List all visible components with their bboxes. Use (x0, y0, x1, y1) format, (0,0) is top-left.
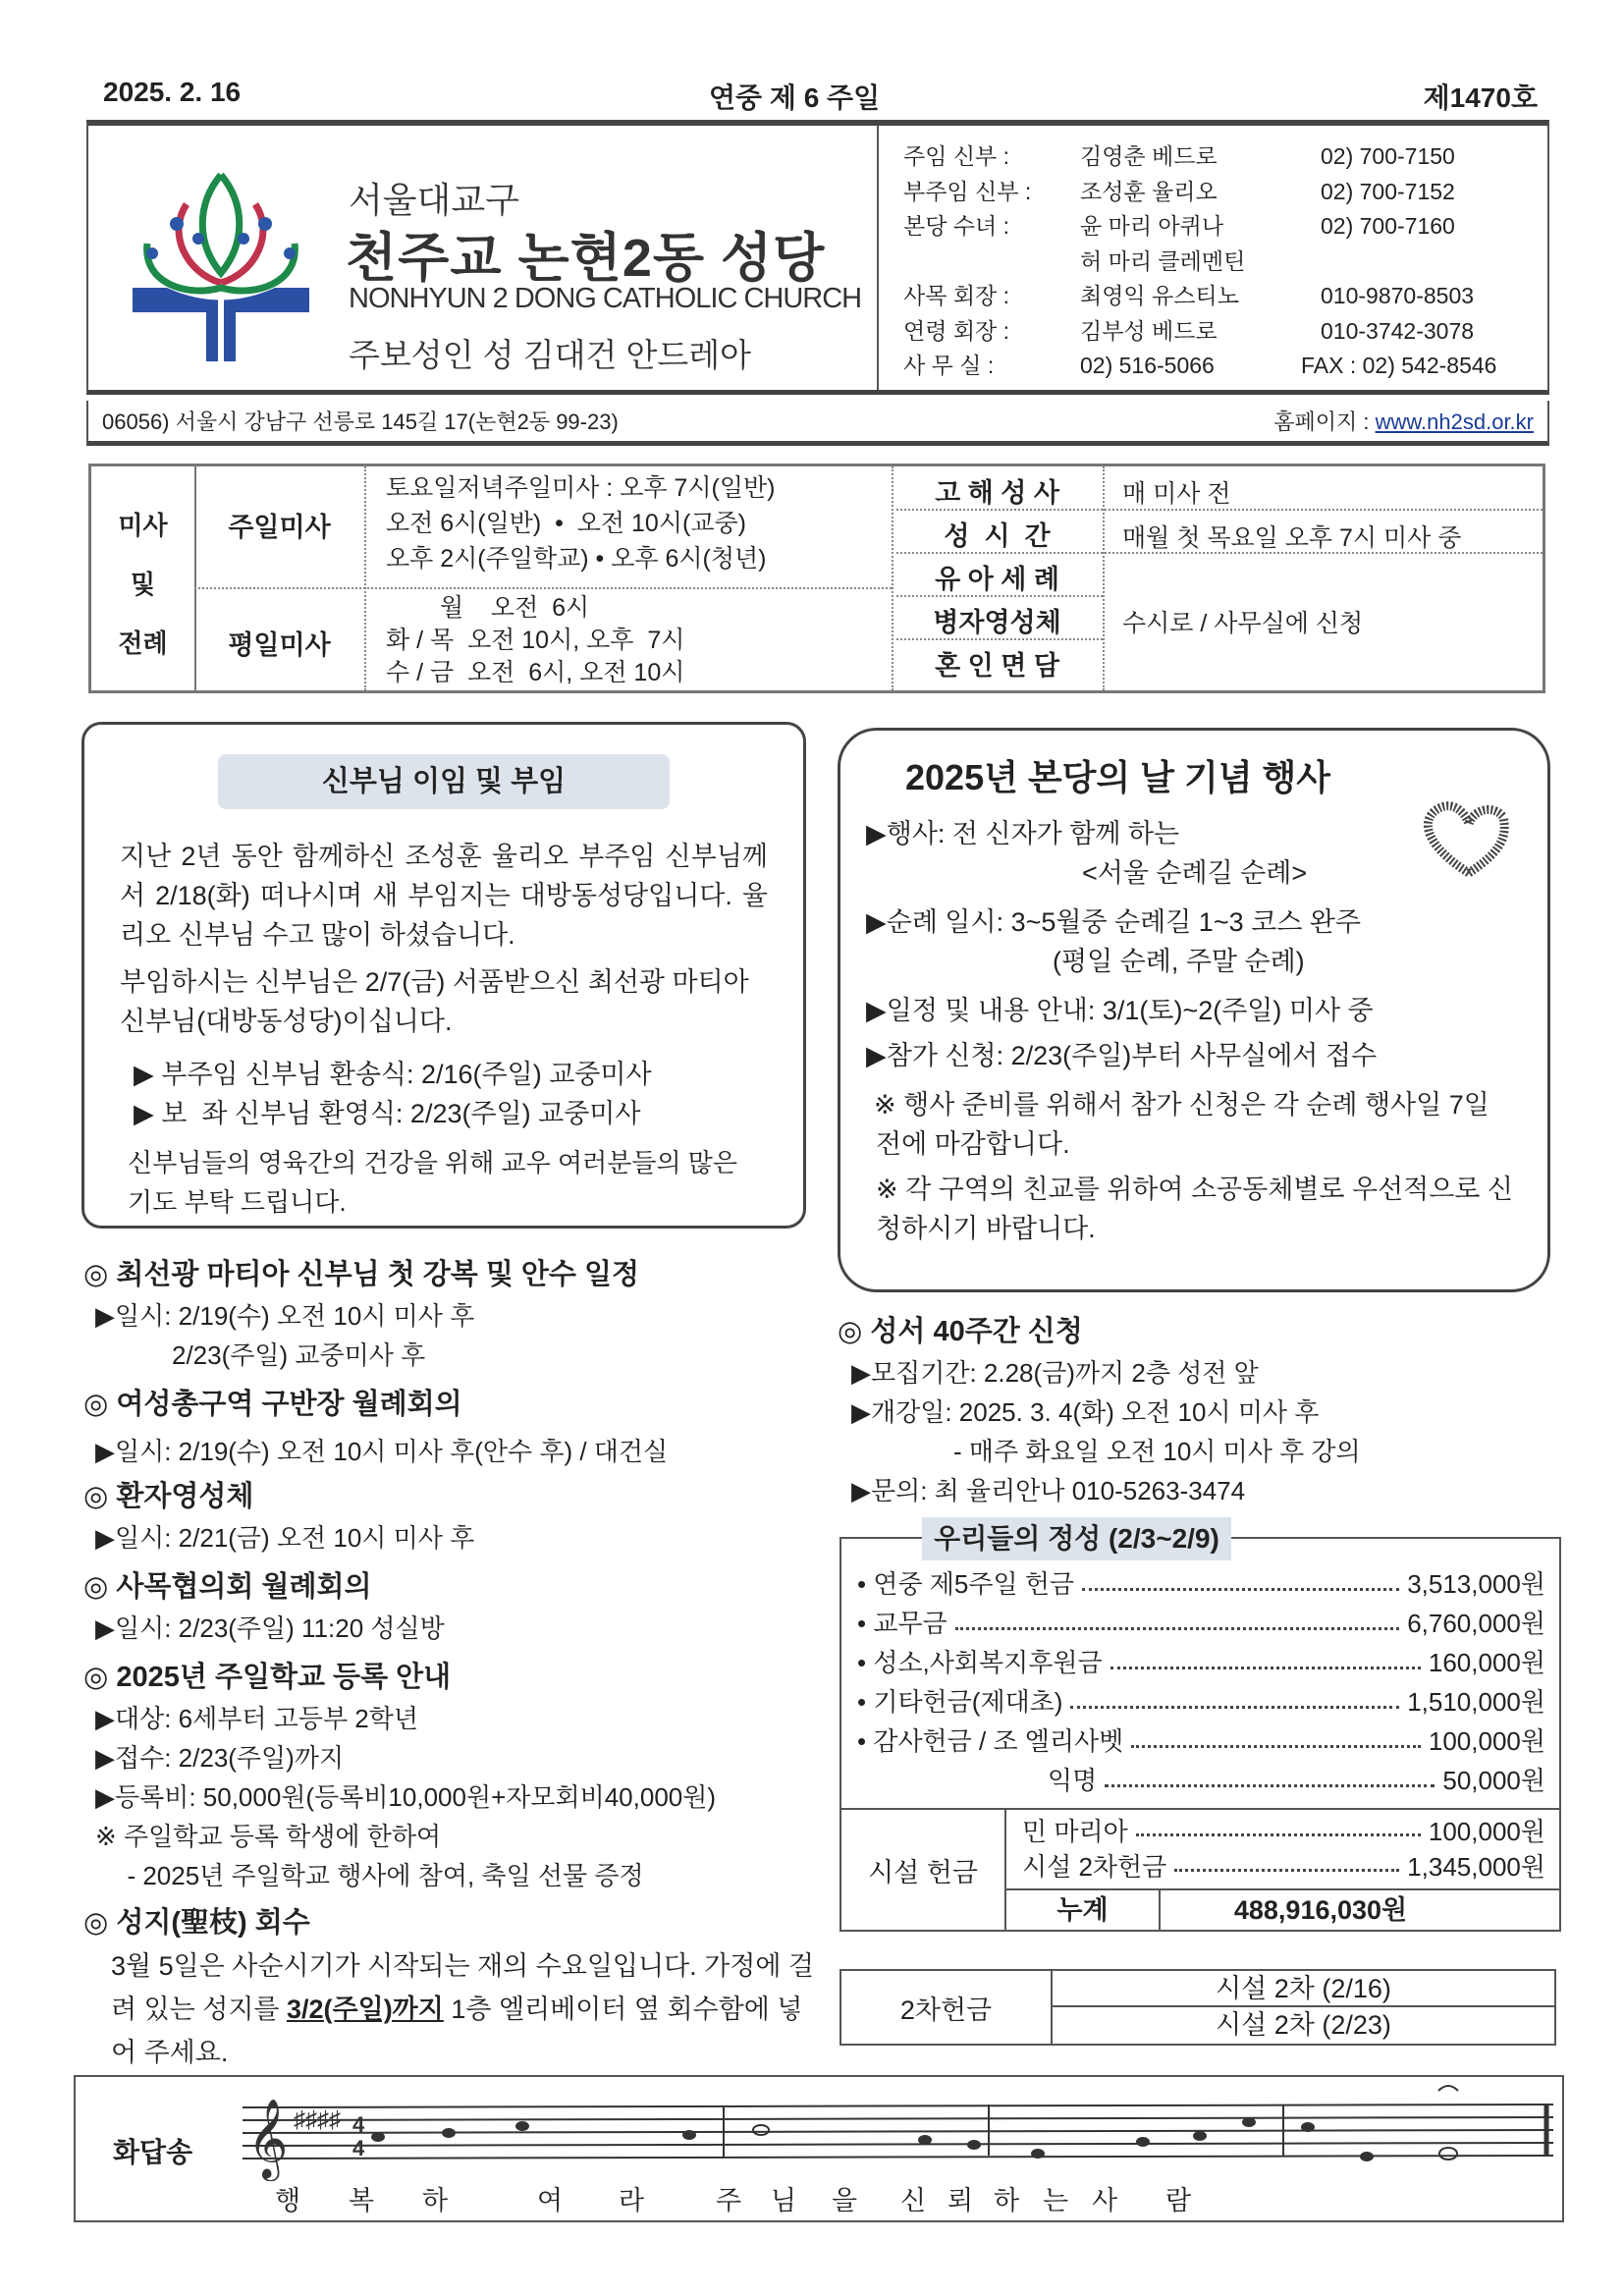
staff-phone: 02) 700-7160 (1321, 213, 1455, 239)
offering-label: • 성소,사회복지후원금 (857, 1648, 1103, 1677)
offering-row (841, 1564, 1559, 1604)
offering-title: 우리들의 정성 (2/3~2/9) (922, 1517, 1231, 1560)
event-line: (평일 순례, 주말 순례) (1053, 947, 1305, 976)
liturgical-week: 연중 제 6 주일 (709, 82, 881, 113)
staff-row (903, 314, 1496, 350)
mass-time-line: 수 / 금 오전 6시, 오전 10시 (386, 659, 685, 686)
mass-schedule-table (88, 464, 1545, 693)
office-phone: 02) 516-5066 (1080, 353, 1215, 378)
event-line: ▶순례 일시: 3~5월중 순례길 1~3 코스 완주 (866, 907, 1361, 937)
offering-amount: 1,345,000원 (1407, 1852, 1545, 1882)
offering-label: 시설 2차헌금 (1022, 1852, 1167, 1882)
svg-text:𝄞: 𝄞 (247, 2100, 289, 2176)
section-line: ▶일시: 2/19(수) 오전 10시 미사 후(안수 후) / 대건실 (95, 1437, 669, 1466)
event-note: ※ 행사 준비를 위해서 참가 신청은 각 순례 행사일 7일 전에 마감합니다. (874, 1090, 1489, 1159)
lyric-syllable: 을 (832, 2186, 858, 2215)
staff-role: 연령 회장 : (903, 317, 1010, 344)
lyric-syllable: 복 (349, 2186, 375, 2215)
category-line: 전례 (118, 629, 168, 658)
staff-phone: 010-3742-3078 (1321, 317, 1475, 344)
church-english-name: NONHYUN 2 DONG CATHOLIC CHURCH (349, 283, 862, 314)
event-line: ▶참가 신청: 2/23(주일)부터 사무실에서 접수 (866, 1041, 1378, 1070)
offering-label: • 감사헌금 / 조 엘리사벳 (857, 1726, 1124, 1756)
lyric-syllable: 람 (1165, 2186, 1192, 2215)
second-collection-item: 시설 2차 (2/23) (1216, 2010, 1391, 2040)
staff-directory (903, 139, 1496, 384)
staff-row (903, 279, 1496, 314)
total-label: 누계 (1006, 1890, 1161, 1930)
svg-text:4: 4 (352, 2112, 365, 2137)
staff-role: 부주임 신부 : (903, 178, 1032, 204)
address-bar (86, 401, 1549, 446)
bible-study-section (838, 1306, 1564, 1510)
mass-time-line: 월 오전 6시 (440, 594, 590, 622)
staff-name: 김영춘 베드로 (1080, 143, 1218, 169)
staff-row (903, 209, 1496, 245)
sacrament-label: 고 해 성 사 (935, 478, 1059, 508)
mass-time-line: 오전 6시(일반) • 오전 10시(교중) (386, 510, 746, 537)
staff-name: 허 마리 클레멘틴 (1080, 247, 1246, 274)
offering-label: • 교무금 (857, 1609, 947, 1638)
sacrament-labels (892, 471, 1103, 687)
palm-text-part: 3월 5일은 사순시기가 시작되는 재의 수요일입니다. 가정에 걸려 있는 성지를 (111, 1951, 815, 2024)
responsorial-psalm (74, 2075, 1564, 2222)
parish-day-event (838, 728, 1550, 1292)
section-line: ▶모집기간: 2.28(금)까지 2층 성전 앞 (851, 1358, 1259, 1388)
rope-heart-icon (1420, 799, 1518, 878)
second-collection-label: 2차헌금 (841, 1971, 1053, 2044)
event-note: ※ 각 구역의 친교를 위하여 소공동체별로 우선적으로 신청하시기 바랍니다. (876, 1175, 1513, 1243)
issue-number: 제1470호 (1423, 82, 1538, 113)
offering-amount: 100,000원 (1428, 1817, 1545, 1846)
staff-role: 사목 회장 : (903, 283, 1010, 308)
weekday-mass-times (386, 592, 684, 689)
offering-amount: 6,760,000원 (1407, 1609, 1545, 1638)
psalm-label: 화답송 (113, 2137, 193, 2167)
offering-row (1006, 1849, 1559, 1885)
section-title: ◎ 사목협의회 월례회의 (83, 1571, 372, 1603)
event-line: <서울 순례길 순례> (1082, 858, 1308, 888)
staff-name: 윤 마리 아퀴나 (1080, 213, 1224, 239)
office-fax: FAX : 02) 542-8546 (1301, 353, 1497, 378)
palm-text (83, 1944, 820, 2074)
offering-amount: 100,000원 (1428, 1726, 1545, 1756)
staff-row (903, 175, 1496, 210)
staff-row (903, 245, 1496, 280)
lyric-syllable: 는 (1043, 2186, 1069, 2215)
sacrament-label: 유 아 세 례 (935, 565, 1059, 594)
lyric-syllable: 행 (275, 2186, 301, 2215)
total-amount: 488,916,030원 (1233, 1895, 1408, 1925)
event-line: ▶행사: 전 신자가 함께 하는 (866, 819, 1180, 848)
mass-time-line: 오후 2시(주일학교) • 오후 6시(청년) (386, 545, 767, 573)
section-line: ▶접수: 2/23(주일)까지 (95, 1743, 345, 1773)
palm-text-part: 1층 엘리베이터 옆 회수함에 넣어 주세요. (111, 1995, 803, 2067)
sunday-mass-label: 주일미사 (228, 513, 331, 542)
homepage-label: 홈페이지 : (1273, 410, 1370, 434)
offering-label: • 기타헌금(제대초) (857, 1687, 1063, 1717)
offering-label: • 연중 제5주일 헌금 (857, 1569, 1075, 1599)
notice-item: ▶ 부주임 신부님 환송식: 2/16(주일) 교중미사 (134, 1060, 652, 1089)
offering-row (841, 1682, 1559, 1722)
staff-role: 주임 신부 : (903, 143, 1010, 169)
lyric-syllable: 신 (900, 2186, 927, 2215)
priest-transfer-notice (81, 722, 806, 1229)
lyric-syllable: 사 (1092, 2186, 1118, 2215)
section-title: ◎ 환자영성체 (83, 1481, 254, 1512)
homepage-link[interactable]: www.nh2sd.or.kr (1375, 410, 1534, 434)
facility-offering-label: 시설 헌금 (841, 1810, 1006, 1930)
offering-row (841, 1643, 1559, 1682)
sunday-mass-times (386, 470, 775, 576)
bulletin-date: 2025. 2. 16 (103, 77, 242, 107)
offering-amount: 1,510,000원 (1407, 1687, 1545, 1717)
offering-amount: 50,000원 (1442, 1766, 1545, 1795)
section-line: 2/23(주일) 교중미사 후 (95, 1340, 426, 1370)
mass-category (91, 496, 194, 673)
offering-amount: 3,513,000원 (1407, 1569, 1545, 1599)
palm-deadline: 3/2(주일)까지 (287, 1995, 444, 2024)
notice-paragraph: 부임하시는 신부님은 2/7(금) 서품받으신 최선광 마티아 신부님(대방동성당)이십니다. (120, 967, 749, 1036)
offering-label: 민 마리아 (1022, 1817, 1128, 1846)
section-line: ▶개강일: 2025. 3. 4(화) 오전 10시 미사 후 (851, 1397, 1320, 1427)
notice-item-text: 부주임 신부님 환송식: 2/16(주일) 교중미사 (161, 1060, 652, 1089)
sacrament-value: 매월 첫 목요일 오후 7시 미사 중 (1122, 524, 1462, 552)
staff-phone: 02) 700-7152 (1321, 178, 1455, 204)
section-title: ◎ 성서 40주간 신청 (838, 1316, 1083, 1347)
section-title: ◎ 여성총구역 구반장 월례회의 (83, 1389, 462, 1420)
section-line: ▶대상: 6세부터 고등부 2학년 (95, 1704, 418, 1733)
section-line: ▶일시: 2/19(수) 오전 10시 미사 후 (95, 1301, 475, 1331)
lyric-syllable: 하 (994, 2186, 1020, 2215)
sacrament-label: 혼 인 면 담 (935, 651, 1059, 681)
offering-row (841, 1761, 1559, 1800)
second-collection-item: 시설 2차 (2/16) (1053, 1971, 1554, 2007)
offering-row (841, 1722, 1559, 1761)
lyric-syllable: 하 (422, 2186, 449, 2215)
section-line: ▶일시: 2/21(금) 오전 10시 미사 후 (95, 1523, 475, 1553)
staff-row (903, 139, 1496, 175)
staff-phone: 010-9870-8503 (1321, 283, 1475, 308)
section-line: ▶문의: 최 율리안나 010-5263-3474 (851, 1476, 1246, 1505)
section-line: ▶일시: 2/23(주일) 11:20 성실방 (95, 1613, 445, 1643)
notice-item-text: 보 좌 신부님 환영식: 2/23(주일) 교중미사 (161, 1099, 641, 1128)
section-title: ◎ 최선광 마티아 신부님 첫 강복 및 안수 일정 (83, 1259, 639, 1290)
staff-name: 조성훈 율리오 (1080, 178, 1218, 204)
lyric-syllable: 님 (771, 2186, 797, 2215)
section-title: ◎ 성지(聖枝) 회수 (83, 1907, 310, 1939)
sacrament-value: 수시로 / 사무실에 신청 (1122, 610, 1364, 637)
notice-item: ▶ 보 좌 신부님 환영식: 2/23(주일) 교중미사 (134, 1099, 641, 1128)
staff-role: 본당 수녀 : (903, 213, 1010, 239)
section-line: - 2025년 주일학교 행사에 참여, 축일 선물 증정 (113, 1861, 644, 1890)
lyric-syllable: 라 (619, 2186, 645, 2215)
category-line: 미사 (118, 511, 168, 540)
section-line: ※ 주일학교 등록 학생에 한하여 (95, 1822, 442, 1851)
weekday-mass-label: 평일미사 (228, 630, 331, 660)
sacrament-label: 성 시 간 (944, 521, 1051, 551)
offering-row (1006, 1814, 1559, 1849)
offering-table (839, 1523, 1561, 1932)
svg-text:♯♯♯♯: ♯♯♯♯ (294, 2106, 341, 2133)
sacrament-label: 병자영성체 (933, 608, 1061, 637)
mass-time-line: 화 / 목 오전 10시, 오후 7시 (386, 627, 685, 654)
lyric-syllable: 여 (537, 2186, 564, 2215)
office-label: 사 무 실 : (903, 353, 995, 378)
lyric-syllable: 뢰 (947, 2186, 974, 2215)
sacrament-value: 매 미사 전 (1122, 480, 1231, 508)
office-row (903, 349, 1496, 384)
offering-amount: 160,000원 (1428, 1648, 1545, 1677)
event-title: 2025년 본당의 날 기념 행사 (905, 757, 1331, 797)
notice-paragraph: 신부님들의 영육간의 건강을 위해 교우 여러분들의 많은 기도 부탁 드립니다. (128, 1148, 738, 1217)
section-line: ▶등록비: 50,000원(등록비10,000원+자모회비40,000원) (95, 1782, 717, 1812)
notice-title: 신부님 이임 및 부임 (218, 754, 670, 809)
church-header (86, 120, 1549, 395)
church-logo-icon (128, 165, 314, 361)
left-announcements (83, 1249, 820, 2074)
patron-saint: 주보성인 성 김대건 안드레아 (349, 337, 752, 373)
church-name: 천주교 논현2동 성당 (346, 229, 826, 288)
church-address: 06056) 서울시 강남구 선릉로 145길 17(논현2동 99-23) (102, 410, 619, 434)
mass-time-line: 토요일저녁주일미사 : 오후 7시(일반) (386, 474, 776, 502)
staff-phone: 02) 700-7150 (1321, 143, 1455, 169)
offering-row (841, 1604, 1559, 1643)
section-line: - 매주 화요일 오전 10시 미사 후 강의 (851, 1437, 1361, 1466)
section-title: ◎ 2025년 주일학교 등록 안내 (83, 1662, 452, 1693)
event-line: ▶일정 및 내용 안내: 3/1(토)~2(주일) 미사 중 (866, 996, 1374, 1025)
staff-name: 김부성 베드로 (1080, 317, 1218, 344)
psalm-lyrics (76, 2179, 1562, 2218)
diocese-name: 서울대교구 (349, 180, 519, 220)
notice-paragraph: 지난 2년 동안 함께하신 조성훈 율리오 부주임 신부님께서 2/18(화) 떠나시며 새 부임지는 대방동성당입니다. 율리오 신부님 수고 많이 하셨습니다. (120, 842, 768, 950)
category-line: 및 (130, 570, 156, 599)
second-collection-table (839, 1969, 1556, 2046)
staff-name: 최영익 유스티노 (1080, 283, 1239, 308)
offering-label: 익명 (1048, 1766, 1098, 1795)
lyric-syllable: 주 (716, 2186, 742, 2215)
music-staff-icon (243, 2083, 1558, 2181)
svg-text:4: 4 (352, 2136, 365, 2160)
staff-role (903, 245, 1080, 280)
